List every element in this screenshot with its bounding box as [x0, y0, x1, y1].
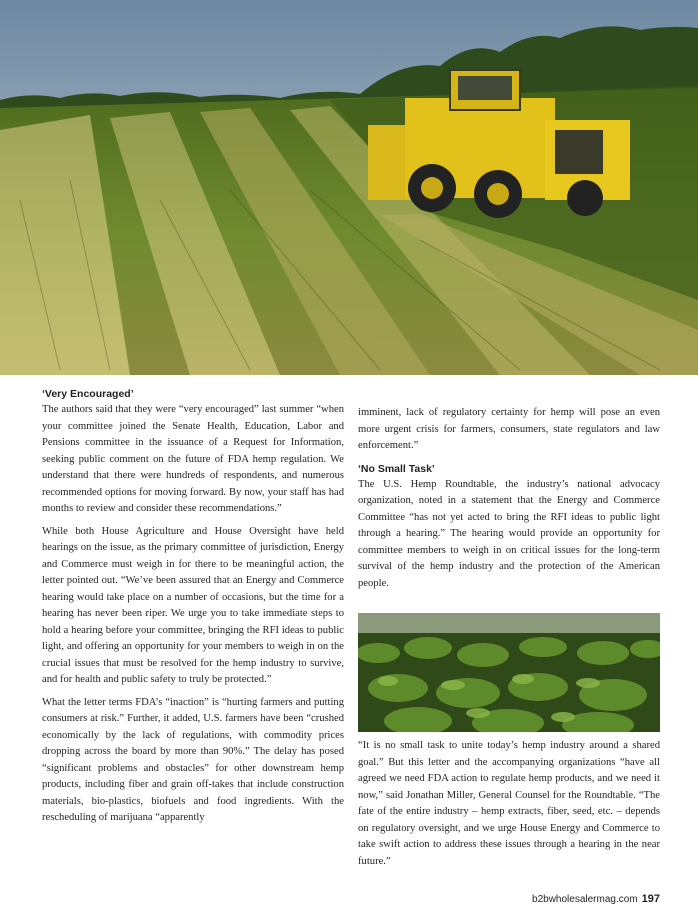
hemp-plants-illustration — [358, 613, 660, 732]
page-number: 197 — [641, 893, 660, 905]
right-column — [358, 405, 660, 598]
paragraph: “It is no small task to unite today’s hemp industry around a shared goal.” But this letter and the accompanying organizations “have all agreed we need FDA action to regulate hemp products, and we need it now,” said Jonathan Miller, General Counsel for the Roundtable. “The fate of the entire industry – hemp extracts, fiber, seed, etc. – depends on regulatory oversight, and we urge House Energy and Commerce to take swift action to address these issues through a hearing in the near future.” — [358, 740, 660, 867]
paragraph: While both House Agriculture and House Oversight have held hearings on the issue, as the primary committee of jurisdiction, Energy and Commerce must weigh in for there to be meaningful action, the letter pointed out. “We’ve been assured that an Energy and Commerce hearing would take place on a number of occasions, but the time for a hearing has never been riper. We urge you to take immediate steps to hold a hearing before your committee, bringing the RFI ideas to public light, and offering an opportunity for your members to weigh in on the crucial issues that must be resolved for the hemp industry to survive, and for health and public safety to truly be protected.” — [42, 525, 344, 685]
section-heading-very-encouraged: ‘Very Encouraged’ — [42, 388, 134, 400]
left-column — [42, 386, 344, 833]
paragraph: The authors said that they were “very encouraged” last summer “when your committee joined the Senate Health, Education, Labor and Pensions committee in the issuance of a Request for Information, seeking public comment on the future of FDA hemp regulation. We understand that there were hundreds of respondents, and numerous recommended options for moving forward. By now, your staff has had months to review and consider these recommendations.” — [42, 404, 344, 514]
paragraph: What the letter terms FDA’s “inaction” is “hurting farmers and putting consumers at risk.” Further, it added, U.S. farmers have been “crushed economically by the lack of regulations, with commodity prices dropping across the board by more than 90%.” The delay has posed “significant problems and obstacles” for other downstream hemp products, including fiber and grain off-takes that include construction materials, bio-plastics, biofuels and food ingredients. With the rescheduling of marijuana “apparently — [42, 696, 344, 823]
paragraph: The U.S. Hemp Roundtable, the industry’s national advocacy organization, noted in a statement that the Energy and Commerce Committee “has not yet acted to bring the RFI ideas to public light through a hearing.” The hearing would provide an opportunity for committee members to weigh in on critical issues for the long-term survival of the hemp industry and the protection of the American people. — [358, 478, 660, 589]
inset-photo-hemp-plants — [358, 613, 660, 732]
page-footer — [532, 893, 660, 905]
hero-photo-hemp-field — [0, 0, 698, 375]
section-heading-no-small-task: ‘No Small Task’ — [358, 462, 435, 475]
paragraph: imminent, lack of regulatory certainty for hemp will pose an even more urgent crisis for farmers, consumers, state regulators and law enforcement.” — [358, 407, 660, 451]
hemp-field-illustration — [0, 0, 698, 375]
website-url: b2bwholesalermag.com — [532, 894, 638, 905]
right-column-continued — [358, 738, 660, 876]
